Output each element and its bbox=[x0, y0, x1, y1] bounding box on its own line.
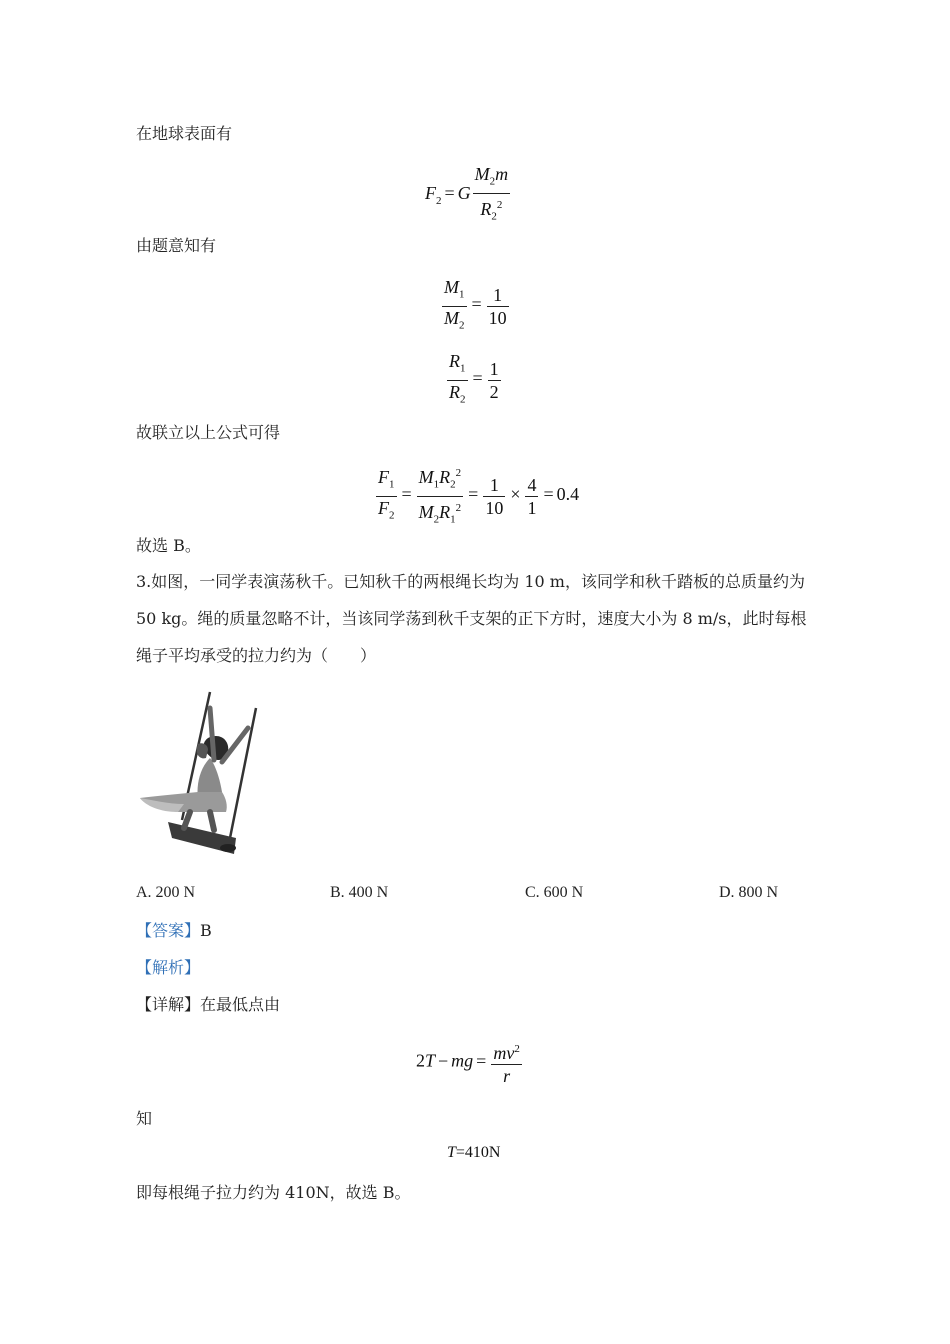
answer-value: B bbox=[200, 921, 212, 940]
text-choose-b: 故选 B。 bbox=[136, 536, 201, 555]
option-d[interactable]: D. 800 N bbox=[719, 884, 779, 901]
option-b[interactable]: B. 400 N bbox=[330, 884, 389, 901]
text-given: 由题意知有 bbox=[136, 236, 217, 255]
option-a[interactable]: A. 200 N bbox=[136, 884, 196, 901]
text-combine: 故联立以上公式可得 bbox=[136, 423, 281, 442]
text-earth-surface: 在地球表面有 bbox=[136, 124, 233, 143]
formula-tension: 2T − mg = $\frac{mv^2}{r}$ bbox=[416, 1038, 524, 1087]
formula-radius-ratio: $\frac{R_1}{R_2}$ = $\frac{1}{2}$ bbox=[449, 351, 499, 406]
text-know: 知 bbox=[136, 1109, 153, 1128]
text-conclusion: 即每根绳子拉力约为 410N，故选 B。 bbox=[136, 1183, 411, 1202]
formula-force-ratio: $\frac{F_1}{F_2}$ = $\frac{M_1R_2^2}{M_2R_1^2}$ = $\frac{1}{10}$ × $\frac{4}{1}$ = 0.4 bbox=[374, 462, 579, 530]
option-c[interactable]: C. 600 N bbox=[525, 884, 584, 901]
analysis-label: 【解析】 bbox=[136, 958, 201, 977]
formula-tension-result: T=410N bbox=[447, 1144, 501, 1161]
answer-line bbox=[136, 920, 212, 942]
question-3: 3.如图，一同学表演荡秋千。已知秋千的两根绳长均为 10 m，该同学和秋千踏板的总质量约为 50 kg。绳的质量忽略不计，当该同学荡到秋千支架的正下方时，速度大小为 8 m/s，此时每根绳子平均承受的拉力约为（ ） bbox=[136, 572, 807, 665]
detail-label: 【详解】 bbox=[136, 995, 201, 1014]
formula-f2: $F_2 = G$ $\frac{M_2m}{R_2^2}$ bbox=[425, 164, 509, 223]
swing-illustration bbox=[138, 688, 274, 860]
detail-line bbox=[136, 994, 280, 1016]
formula-mass-ratio: $\frac{M_1}{M_2}$ = $\frac{1}{10}$ bbox=[444, 277, 507, 332]
answer-label: 【答案】 bbox=[136, 921, 201, 940]
detail-text: 在最低点由 bbox=[200, 995, 281, 1014]
